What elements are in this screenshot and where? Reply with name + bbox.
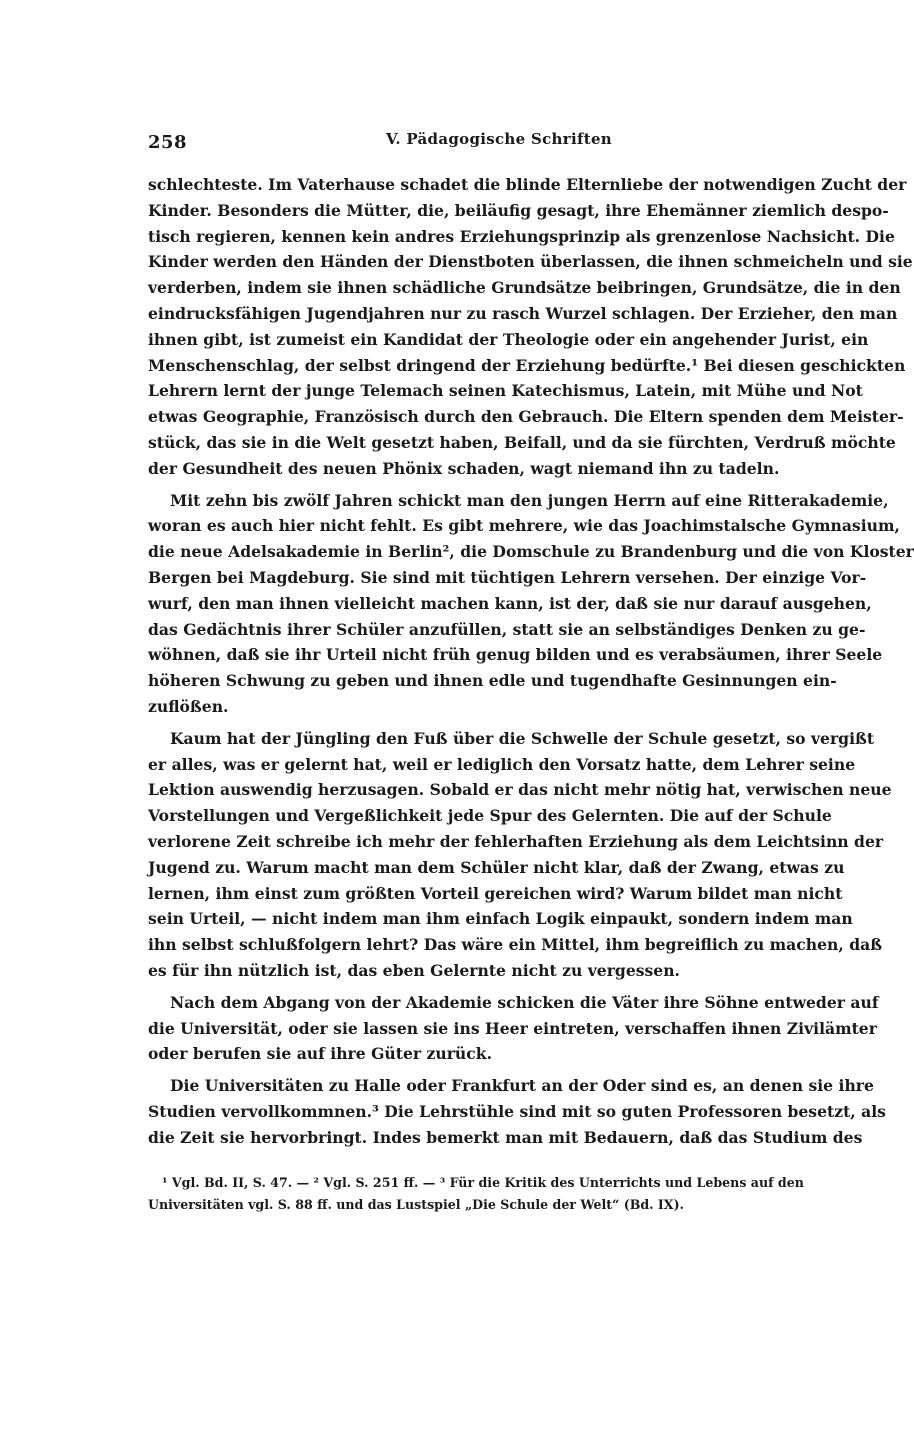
footnotes [148, 1172, 804, 1216]
text-line: tisch regieren, kennen kein andres Erziehungsprinzip als grenzenlose Nachsicht. Die [148, 226, 895, 246]
body-text [148, 172, 914, 1156]
text-line: sein Urteil, — nicht indem man ihm einfach Logik einpaukt, sondern indem man [148, 909, 853, 929]
text-line: der Gesundheit des neuen Phönix schaden, wagt niemand ihn zu tadeln. [148, 458, 780, 478]
footnote-line: Universitäten vgl. S. 88 ff. und das Lustspiel „Die Schule der Welt“ (Bd. IX). [148, 1197, 684, 1212]
text-line: Lehrern lernt der junge Telemach seinen Katechismus, Latein, mit Mühe und Not [148, 381, 863, 401]
text-line: Menschenschlag, der selbst dringend der Erziehung bedürfte.¹ Bei diesen geschickten [148, 355, 906, 375]
text-line: Nach dem Abgang von der Akademie schicken die Väter ihre Söhne entweder auf [170, 992, 879, 1012]
text-line: wurf, den man ihnen vielleicht machen kann, ist der, daß sie nur darauf ausgehen, [148, 593, 872, 613]
text-line: die neue Adelsakademie in Berlin², die Domschule zu Brandenburg und die von Kloster [148, 542, 914, 562]
text-line: zuflößen. [148, 696, 229, 716]
text-line: es für ihn nützlich ist, das eben Gelernte nicht zu vergessen. [148, 960, 680, 980]
paragraph-4 [148, 990, 879, 1067]
paragraph-3 [148, 726, 892, 984]
text-line: etwas Geographie, Französisch durch den Gebrauch. Die Eltern spenden dem Meister- [148, 407, 904, 427]
text-line: Kinder. Besonders die Mütter, die, beiläufig gesagt, ihre Ehemänner ziemlich despo- [148, 200, 889, 220]
text-line: Die Universitäten zu Halle oder Frankfurt an der Oder sind es, an denen sie ihre [170, 1076, 874, 1096]
text-line: höheren Schwung zu geben und ihnen edle und tugendhafte Gesinnungen ein- [148, 671, 837, 691]
text-line: Jugend zu. Warum macht man dem Schüler nicht klar, daß der Zwang, etwas zu [148, 857, 845, 877]
text-line: woran es auch hier nicht fehlt. Es gibt mehrere, wie das Joachimstalsche Gymnasium, [148, 516, 900, 536]
text-line: er alles, was er gelernt hat, weil er lediglich den Vorsatz hatte, dem Lehrer seine [148, 754, 856, 774]
running-head-title: V. Pädagogische Schriften [386, 130, 612, 148]
text-line: Lektion auswendig herzusagen. Sobald er das nicht mehr nötig hat, verwischen neue [148, 780, 892, 800]
text-line: ihn selbst schlußfolgern lehrt? Das wäre ein Mittel, ihm begreiflich zu machen, daß [148, 935, 883, 955]
text-line: lernen, ihm einst zum größten Vorteil gereichen wird? Warum bildet man nicht [148, 883, 843, 903]
text-line: das Gedächtnis ihrer Schüler anzufüllen, statt sie an selbständiges Denken zu ge- [148, 619, 866, 639]
text-line: die Universität, oder sie lassen sie ins Heer eintreten, verschaffen ihnen Zivilämter [148, 1018, 877, 1038]
text-line: Studien vervollkommnen.³ Die Lehrstühle sind mit so guten Professoren besetzt, als [148, 1101, 886, 1121]
page-number: 258 [148, 132, 188, 153]
text-line: schlechteste. Im Vaterhause schadet die blinde Elternliebe der notwendigen Zucht der [148, 175, 907, 194]
text-line: oder berufen sie auf ihre Güter zurück. [148, 1044, 492, 1064]
text-line: eindrucksfähigen Jugendjahren nur zu rasch Wurzel schlagen. Der Erzieher, den man [148, 303, 898, 323]
text-line: die Zeit sie hervorbringt. Indes bemerkt man mit Bedauern, daß das Studium des [148, 1127, 863, 1147]
paragraph-2 [148, 488, 914, 720]
paragraph-1 [148, 172, 913, 482]
footnote-line: ¹ Vgl. Bd. II, S. 47. — ² Vgl. S. 251 ff. — ³ Für die Kritik des Unterrichts und Lebens auf den [162, 1175, 804, 1190]
running-head [148, 128, 798, 152]
text-line: verlorene Zeit schreibe ich mehr der fehlerhaften Erziehung als dem Leichtsinn der [148, 831, 884, 851]
paragraph-5 [148, 1073, 886, 1150]
text-line: Mit zehn bis zwölf Jahren schickt man den jungen Herrn auf eine Ritterakademie, [170, 490, 889, 510]
text-line: Kaum hat der Jüngling den Fuß über die Schwelle der Schule gesetzt, so vergißt [170, 728, 875, 748]
text-line: Bergen bei Magdeburg. Sie sind mit tüchtigen Lehrern versehen. Der einzige Vor- [148, 567, 867, 587]
text-line: stück, das sie in die Welt gesetzt haben, Beifall, und da sie fürchten, Verdruß möchte [148, 432, 896, 452]
text-line: verderben, indem sie ihnen schädliche Grundsätze beibringen, Grundsätze, die in den [148, 278, 901, 298]
text-line: wöhnen, daß sie ihr Urteil nicht früh genug bilden und es verabsäumen, ihrer Seele [148, 645, 883, 665]
text-line: Vorstellungen und Vergeßlichkeit jede Spur des Gelernten. Die auf der Schule [148, 806, 832, 826]
text-line: ihnen gibt, ist zumeist ein Kandidat der Theologie oder ein angehender Jurist, ein [148, 329, 869, 349]
text-line: Kinder werden den Händen der Dienstboten überlassen, die ihnen schmeicheln und sie [148, 252, 913, 272]
